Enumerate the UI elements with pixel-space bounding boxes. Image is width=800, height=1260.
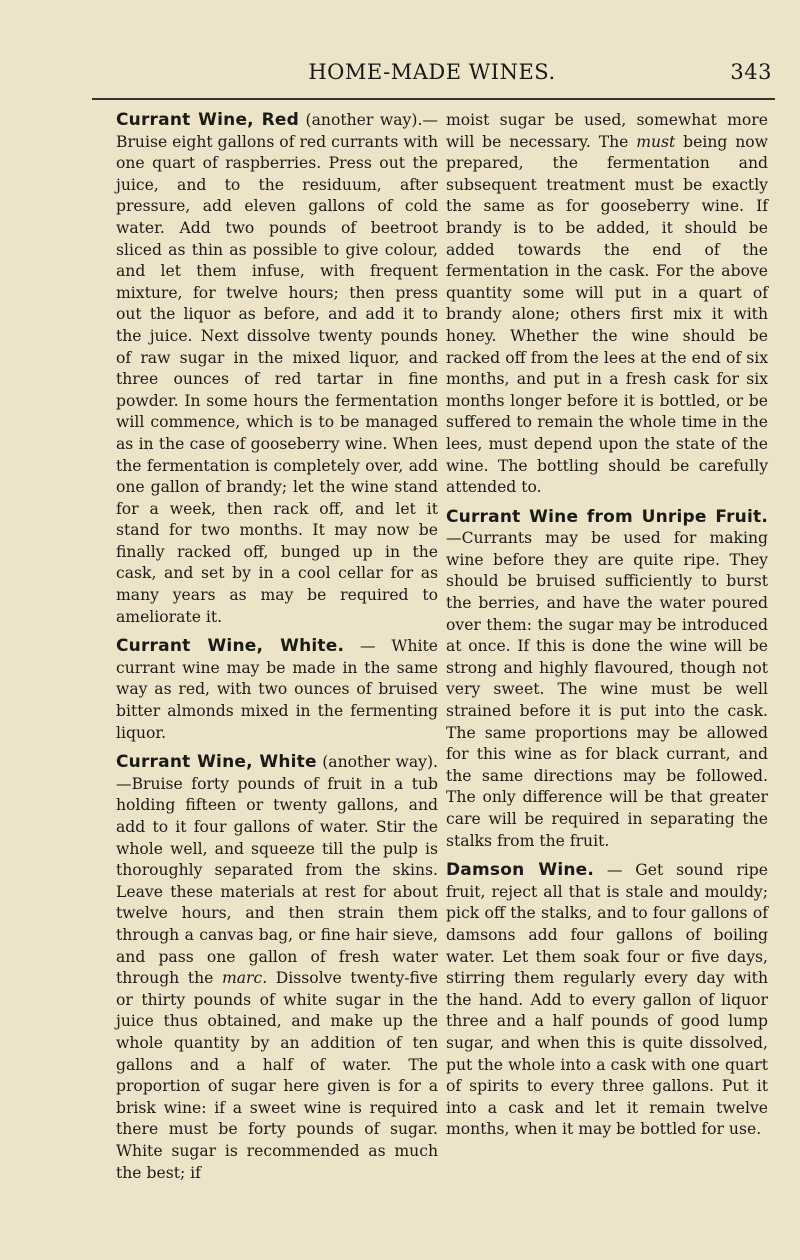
entry-heading: Currant Wine, Red	[116, 110, 299, 130]
header-rule	[92, 98, 775, 100]
entry-text: — Get sound ripe fruit, reject all that is stale and mouldy; pick off the stalks, and to four gallons of damsons add four gallons of boiling water. Let them soak four or five days, stirring them regularly every day with the hand. Add to every gallon of liquor three and a half pounds of good lump sugar, and when this is quite dissolved, put the whole into a cask with one quart of spirits to every three gallons. Put it into a cask and let it remain twelve months, when it may be bottled for use.	[446, 861, 769, 1139]
entry-continuation	[446, 110, 768, 499]
left-column	[116, 110, 438, 1192]
entry-heading: Damson Wine.	[446, 860, 595, 881]
entry-currant-white	[116, 636, 438, 744]
entry-heading: Currant Wine, White.	[116, 636, 345, 657]
entry-text-continued: being now prepared, the fermentation and subsequent treatment must be exactly the same as for gooseberry wine. If brandy is to be added, it should be added towards the end of the fermentation in the cask. For the above quantity some will put in a quart of brandy alone; others first mix it with honey. Whether the wine should be racked off from the lees at the end of six months, and put in a fresh cask for six months longer before it is bottled, or be suffered to remain the whole time in the lees, must depend upon the state of the wine. The bottling should be carefully attended to.	[446, 132, 768, 497]
entry-italic-term: marc.	[221, 969, 268, 988]
running-title: HOME-MADE WINES.	[308, 60, 556, 84]
entry-currant-unripe	[446, 507, 768, 853]
entry-heading-suffix: (another way).	[316, 753, 438, 772]
entry-currant-white-another	[116, 752, 438, 1184]
entry-text: moist sugar be used, somewhat more will be necessary. The	[446, 111, 768, 151]
entry-text: — White currant wine may be made in the same way as red, with two ounces of bruised bitter almonds mixed in the fermenting liquor.	[116, 637, 438, 742]
entry-text: —Currants may be used for making wine before they are quite ripe. They should be bruised sufficiently to burst the berries, and have the water poured over them: the sugar may be introduced at once. If this is done the wine will be strong and highly flavoured, though not very sweet. The wine must be well strained before it is put into the cask. The same proportions may be allowed for this wine as for black currant, and the same directions may be followed. The only difference will be that greater care will be required in separating the stalks from the fruit.	[446, 529, 768, 850]
entry-heading: Currant Wine, White	[116, 752, 317, 773]
entry-text: —Bruise eight gallons of red currants with one quart of raspberries. Press out the juice, and to the residuum, after pressure, add eleven gallons of cold water. Add two pounds of beetroot sliced as thin as possible to give colour, and let them infuse, with frequent mixture, for twelve hours; then press out the liquor as before, and add it to the juice. Next dissolve twenty pounds of raw sugar in the mixed liquor, and three ounces of red tartar in fine powder. In some hours the fermentation will commence, which is to be managed as in the case of gooseberry wine. When the fermentation is completely over, add one gallon of brandy; let the wine stand for a week, then rack off, and let it stand for two months. It may now be finally racked off, bunged up in the cask, and set by in a cool cellar for as many years as may be required to ameliorate it.	[116, 111, 438, 626]
running-header	[92, 60, 772, 86]
entry-currant-red	[116, 110, 438, 628]
entry-heading-suffix: (another way).	[298, 111, 423, 129]
page-number: 343	[730, 60, 772, 84]
right-column	[446, 110, 768, 1149]
entry-text-continued: Dissolve twenty-five or thirty pounds of white sugar in the juice thus obtained, and make up the whole quantity by an addition of ten gallons and a half of water. The proportion of sugar here given is for a brisk wine: if a sweet wine is required there must be forty pounds of sugar. White sugar is recommended as much the best; if	[116, 969, 438, 1182]
entry-damson	[446, 860, 768, 1141]
entry-text: —Bruise forty pounds of fruit in a tub holding fifteen or twenty gallons, and add to it four gallons of water. Stir the whole well, and squeeze till the pulp is thoroughly separated from the skins. Leave these materials at rest for about twelve hours, and then strain them through a canvas bag, or fine hair sieve, and pass one gallon of fresh water through the	[116, 774, 438, 988]
entry-italic-term: must	[636, 132, 676, 151]
entry-heading: Currant Wine from Unripe Fruit.	[446, 506, 768, 527]
